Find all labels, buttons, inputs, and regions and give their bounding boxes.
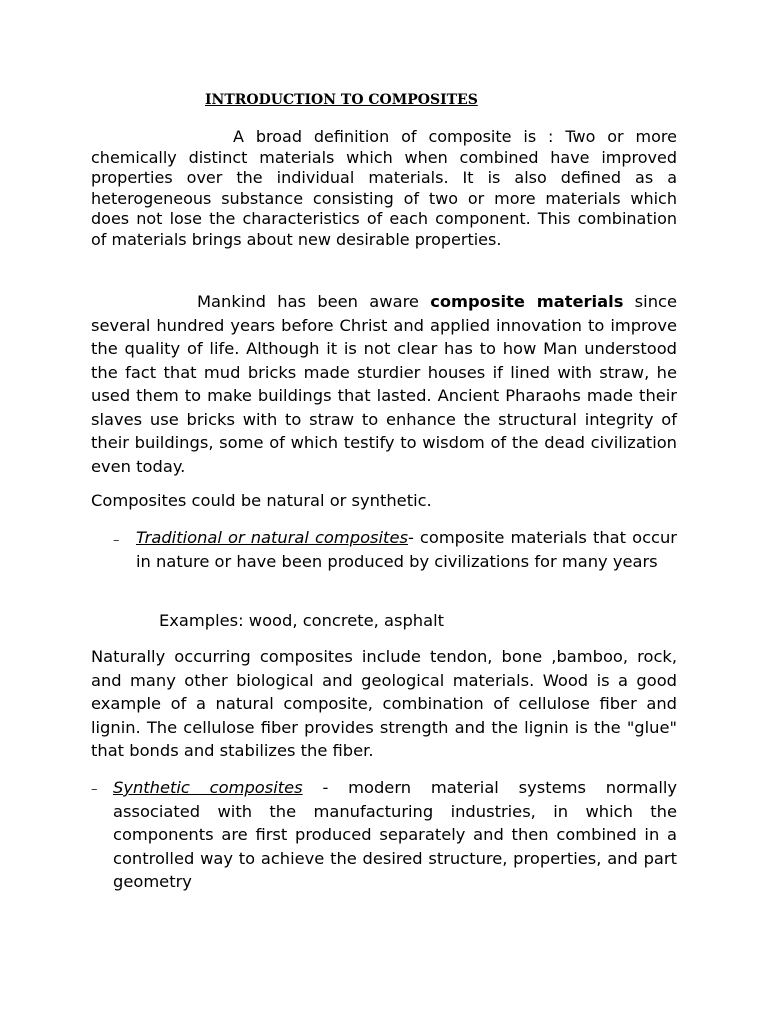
paragraph-history-lead: Mankind has been aware <box>197 292 431 311</box>
list-term-natural-composites: Traditional or natural composites <box>136 528 408 547</box>
paragraph-definition-text: A broad definition of composite is : Two or more chemically distinct materials which when combined have improved properties over the individual materials. It is also defined as a heterogeneous substance consisting of two or more materials which does not lose the characteristics of each component. This combination of materials brings about new desirable properties. <box>91 127 677 249</box>
paragraph-naturally-occurring: Naturally occurring composites include tendon, bone ,bamboo, rock, and many other biological and geological materials. Wood is a good example of a natural composite, combination of cellulose fiber and lignin. The cellulose fiber provides strength and the lignin is the "glue" that bonds and stabilizes the fiber. <box>91 647 677 760</box>
paragraph-history-text: since several hundred years before Christ and applied innovation to improve the quality of life. Although it is not clear has to how Man understood the fact that mud bricks made sturdier houses if lined with straw, he used them to make buildings that lasted. Ancient Pharaohs made their slaves use bricks with to straw to enhance the structural integrity of their buildings, some of which testify to wisdom of the dead civilization even today. <box>91 292 677 476</box>
list-item-description: - modern material systems normally associated with the manufacturing industries, in which the components are first produced separately and then combined in a controlled way to achieve the desired structure, properties, and part geometry <box>113 778 677 891</box>
examples-line: Examples: wood, concrete, asphalt <box>159 611 444 630</box>
list-item-synthetic-composites <box>113 776 677 894</box>
list-item-natural-composites <box>136 526 677 573</box>
paragraph-natural-or-synthetic: Composites could be natural or synthetic. <box>91 491 432 510</box>
list-item-description: - composite materials that occur in nature or have been produced by civilizations for many years <box>136 528 677 571</box>
paragraph-history <box>91 290 677 478</box>
paragraph-definition <box>91 127 677 250</box>
list-bullet-dash: – <box>113 533 120 548</box>
document-title: INTRODUCTION TO COMPOSITES <box>205 92 478 108</box>
list-bullet-dash: – <box>91 782 98 797</box>
list-term-synthetic-composites: Synthetic composites <box>113 778 303 797</box>
bold-term-composite-materials: composite materials <box>430 292 624 311</box>
